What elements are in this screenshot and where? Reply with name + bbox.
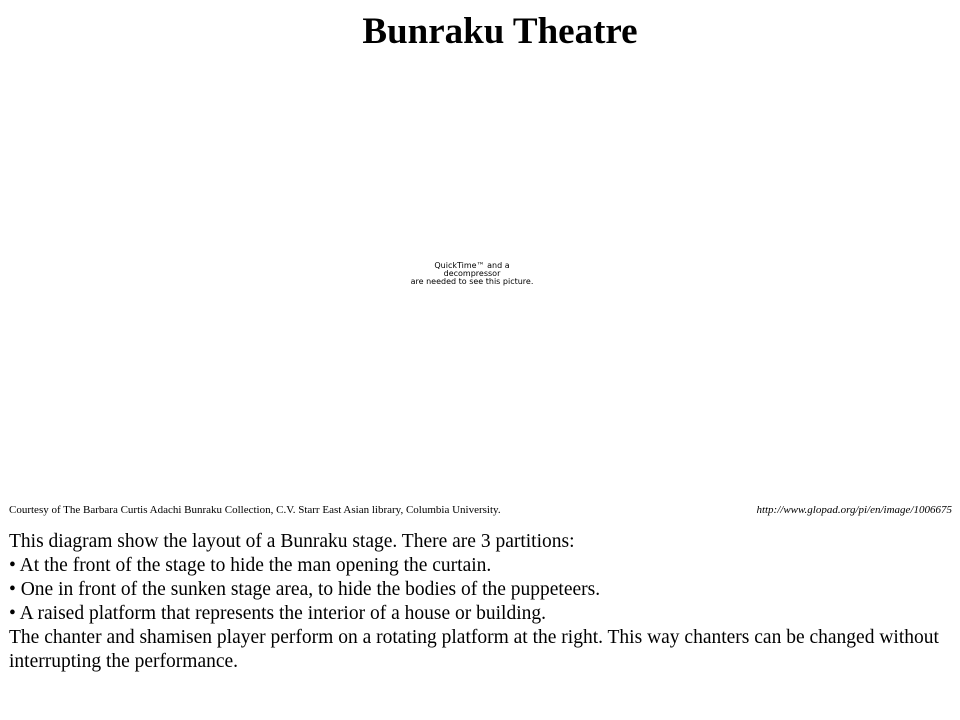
bullet-item: • One in front of the sunken stage area, to hide the bodies of the puppeteers.	[9, 579, 601, 600]
bullet-item: • At the front of the stage to hide the man opening the curtain.	[9, 555, 492, 576]
missing-image-placeholder	[410, 262, 534, 286]
slide-title: Bunraku Theatre	[362, 11, 638, 52]
placeholder-line-2: decompressor	[443, 269, 501, 278]
source-url-link[interactable]: http://www.glopad.org/pi/en/image/1006675	[756, 504, 952, 516]
body-closing: The chanter and shamisen player perform on a rotating platform at the right. This way chanters can be changed without interrupting the performance.	[9, 627, 939, 672]
image-credit: Courtesy of The Barbara Curtis Adachi Bunraku Collection, C.V. Starr East Asian library, Columbia University.	[9, 504, 501, 516]
bullet-item: • A raised platform that represents the interior of a house or building.	[9, 603, 546, 624]
slide-body	[9, 530, 954, 674]
body-intro: This diagram show the layout of a Bunraku stage. There are 3 partitions:	[9, 531, 575, 552]
placeholder-line-3: are needed to see this picture.	[410, 277, 534, 286]
placeholder-line-1: QuickTime™ and a	[434, 261, 510, 270]
